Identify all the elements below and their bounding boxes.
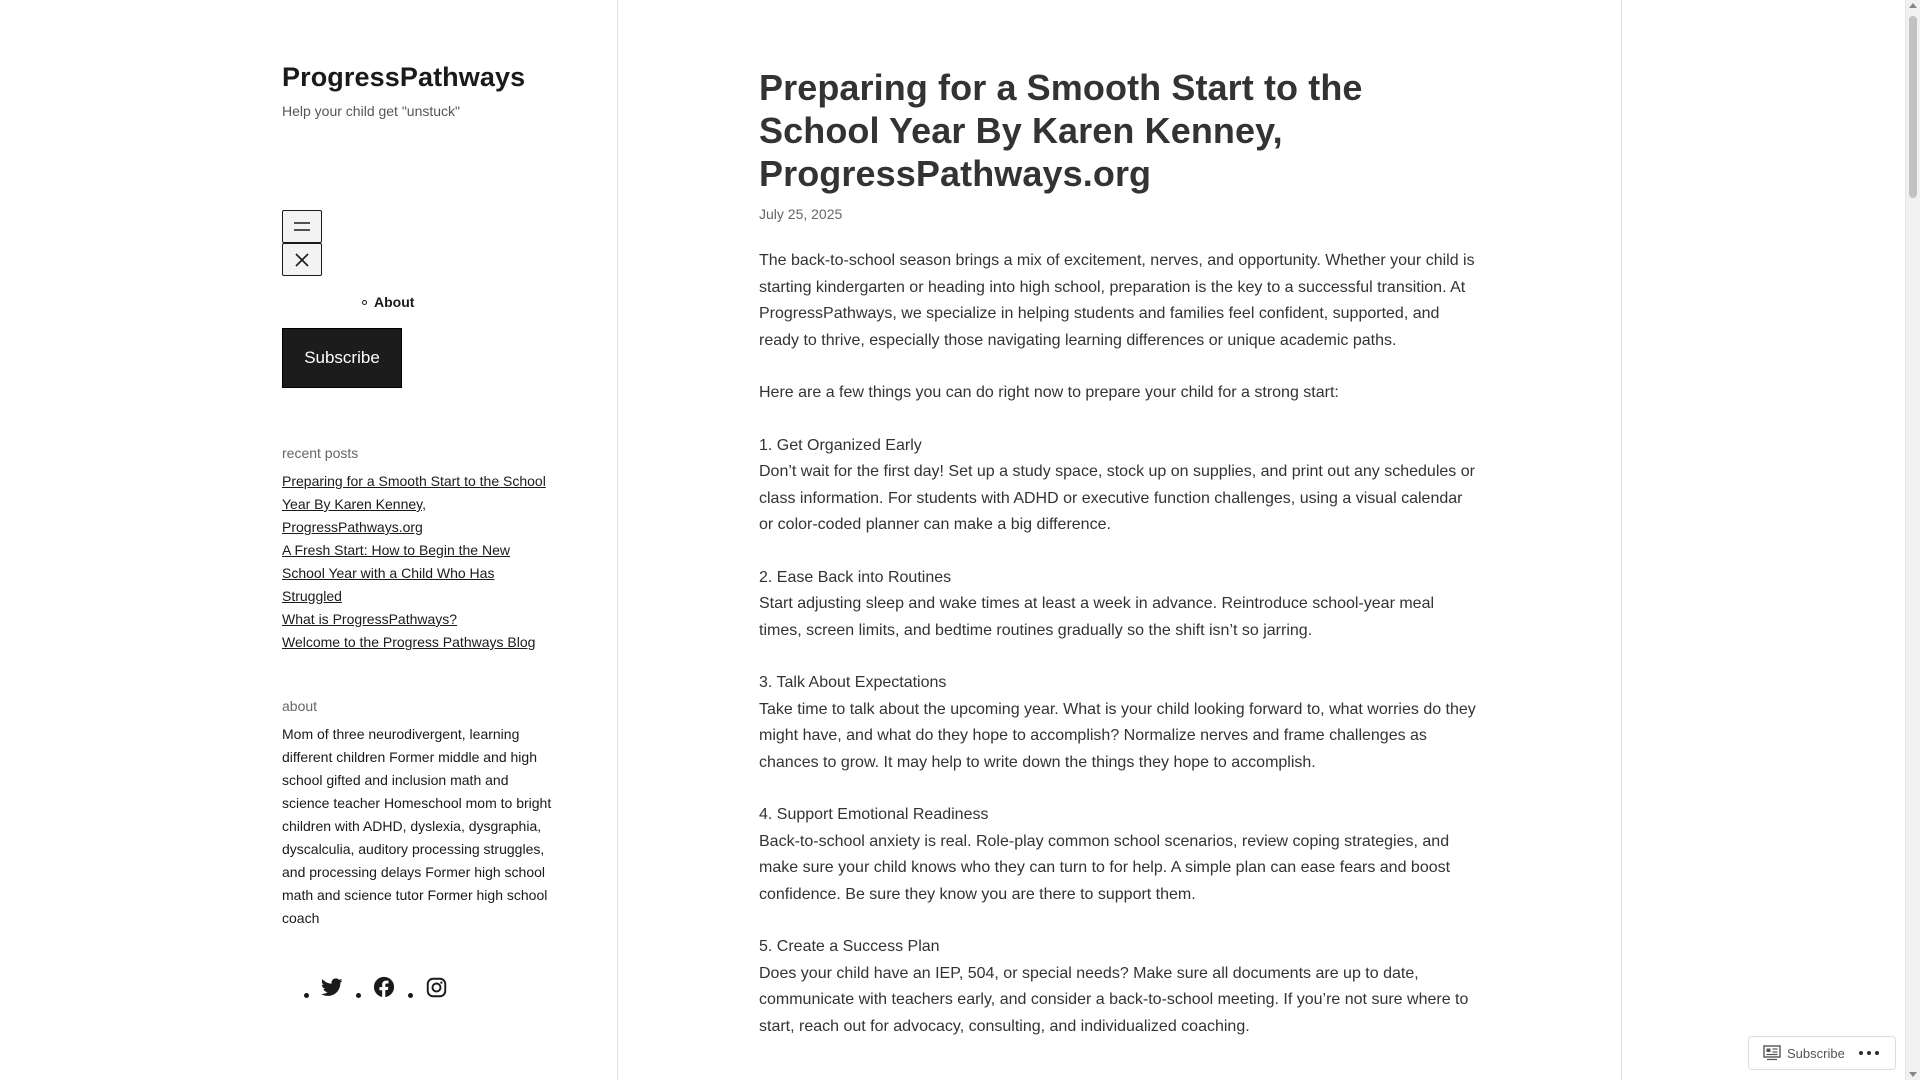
subscribe-button[interactable]: Subscribe	[282, 328, 402, 388]
close-icon	[294, 252, 310, 268]
open-menu-button[interactable]	[282, 210, 322, 243]
main-column	[618, 0, 1622, 1080]
site-title[interactable]: ProgressPathways	[282, 62, 526, 92]
scroll-up-icon[interactable]	[1909, 3, 1917, 8]
section-heading: 2. Ease Back into Routines	[759, 568, 952, 586]
primary-nav	[362, 294, 414, 310]
about-heading: about	[282, 698, 318, 714]
section-body: Start adjusting sleep and wake times at least a week in advance. Reintroduce school-year meal times, screen limits, and bedtime routines gradually so the shift isn’t so jarring.	[759, 595, 1435, 639]
recent-post-link[interactable]: Welcome to the Progress Pathways Blog	[282, 634, 536, 650]
bullet-icon	[304, 993, 309, 998]
more-icon[interactable]	[1859, 1051, 1879, 1055]
nav-item-label[interactable]: About	[374, 294, 415, 310]
facebook-icon[interactable]	[372, 975, 396, 999]
scroll-thumb[interactable]	[1909, 16, 1917, 198]
post-date[interactable]: July 25, 2025	[759, 206, 843, 222]
recent-post-link[interactable]: Preparing for a Smooth Start to the School Year By Karen Kenney, ProgressPathways.org	[282, 473, 546, 535]
bullet-icon	[408, 993, 413, 998]
recent-post-link[interactable]: What is ProgressPathways?	[282, 611, 458, 627]
sidebar-column	[0, 0, 618, 1080]
floating-subscribe-bar	[1748, 1036, 1896, 1070]
post-title: Preparing for a Smooth Start to the School Year By Karen Kenney, ProgressPathways.org	[759, 67, 1363, 194]
social-links	[304, 975, 460, 999]
nav-item-about[interactable]	[362, 294, 414, 310]
about-text: Mom of three neurodivergent, learning different children Former middle and high school gifted and inclusion math and science teacher Homeschool mom to bright children with ADHD, dyslexia, dysgraphia, dyscalculia, auditory processing struggles, and processing delays Former high school math and science tutor Former high school coach	[282, 726, 552, 926]
section-heading: 1. Get Organized Early	[759, 436, 922, 454]
section-heading: 3. Talk About Expectations	[759, 674, 947, 691]
page-scrollbar[interactable]	[1905, 0, 1920, 1080]
bullet-icon	[362, 300, 367, 305]
recent-posts-list	[282, 470, 552, 654]
recent-post-link[interactable]: A Fresh Start: How to Begin the New School Year with a Child Who Has Struggled	[282, 542, 510, 604]
section-body: Take time to talk about the upcoming year. What is your child looking forward to, what worries do they might have, and what do they hope to accomplish? Normalize nerves and frame challenges as chances to grow. It may help to write down the things they hope to accomplish.	[759, 700, 1476, 771]
bullet-icon	[356, 993, 361, 998]
post-paragraph: Here are a few things you can do right now to prepare your child for a strong start:	[759, 384, 1339, 401]
section-heading: 5. Create a Success Plan	[759, 938, 940, 955]
section-body: Back-to-school anxiety is real. Role-play common school scenarios, review coping strategies, and make sure your child knows who they can turn to for help. A simple plan can ease fears and boost confidence. Be sure they know you are there to support them.	[759, 832, 1451, 903]
reader-icon	[1763, 1045, 1781, 1061]
hamburger-icon	[293, 220, 311, 234]
close-menu-button[interactable]	[282, 243, 322, 276]
instagram-icon[interactable]	[424, 975, 448, 999]
twitter-icon[interactable]	[320, 975, 344, 999]
floating-subscribe-label[interactable]: Subscribe	[1787, 1045, 1845, 1061]
section-heading: 4. Support Emotional Readiness	[759, 806, 989, 823]
site-tagline: Help your child get "unstuck"	[282, 103, 461, 119]
section-body: Don’t wait for the first day! Set up a study space, stock up on supplies, and print out any schedules or class information. For students with ADHD or executive function challenges, using a visual calendar or color-coded planner can make a big difference.	[759, 463, 1475, 533]
recent-posts-heading: recent posts	[282, 445, 359, 461]
section-body: Does your child have an IEP, 504, or special needs? Make sure all documents are up to date, communicate with teachers early, and consider a back-to-school meeting. If you’re not sure where to start, reach out for advocacy, consulting, and individualized coaching.	[759, 964, 1469, 1035]
scroll-down-icon[interactable]	[1909, 1072, 1917, 1077]
floating-subscribe-button[interactable]	[1749, 1045, 1845, 1061]
post-body	[759, 248, 1479, 1066]
post-paragraph: The back-to-school season brings a mix of excitement, nerves, and opportunity. Whether your child is starting kindergarten or heading into high school, preparation is the key to a successful transition. At ProgressPathways, we specialize in helping students and families feel confident, supported, and ready to thrive, especially those navigating learning differences or unique academic paths.	[759, 252, 1475, 349]
